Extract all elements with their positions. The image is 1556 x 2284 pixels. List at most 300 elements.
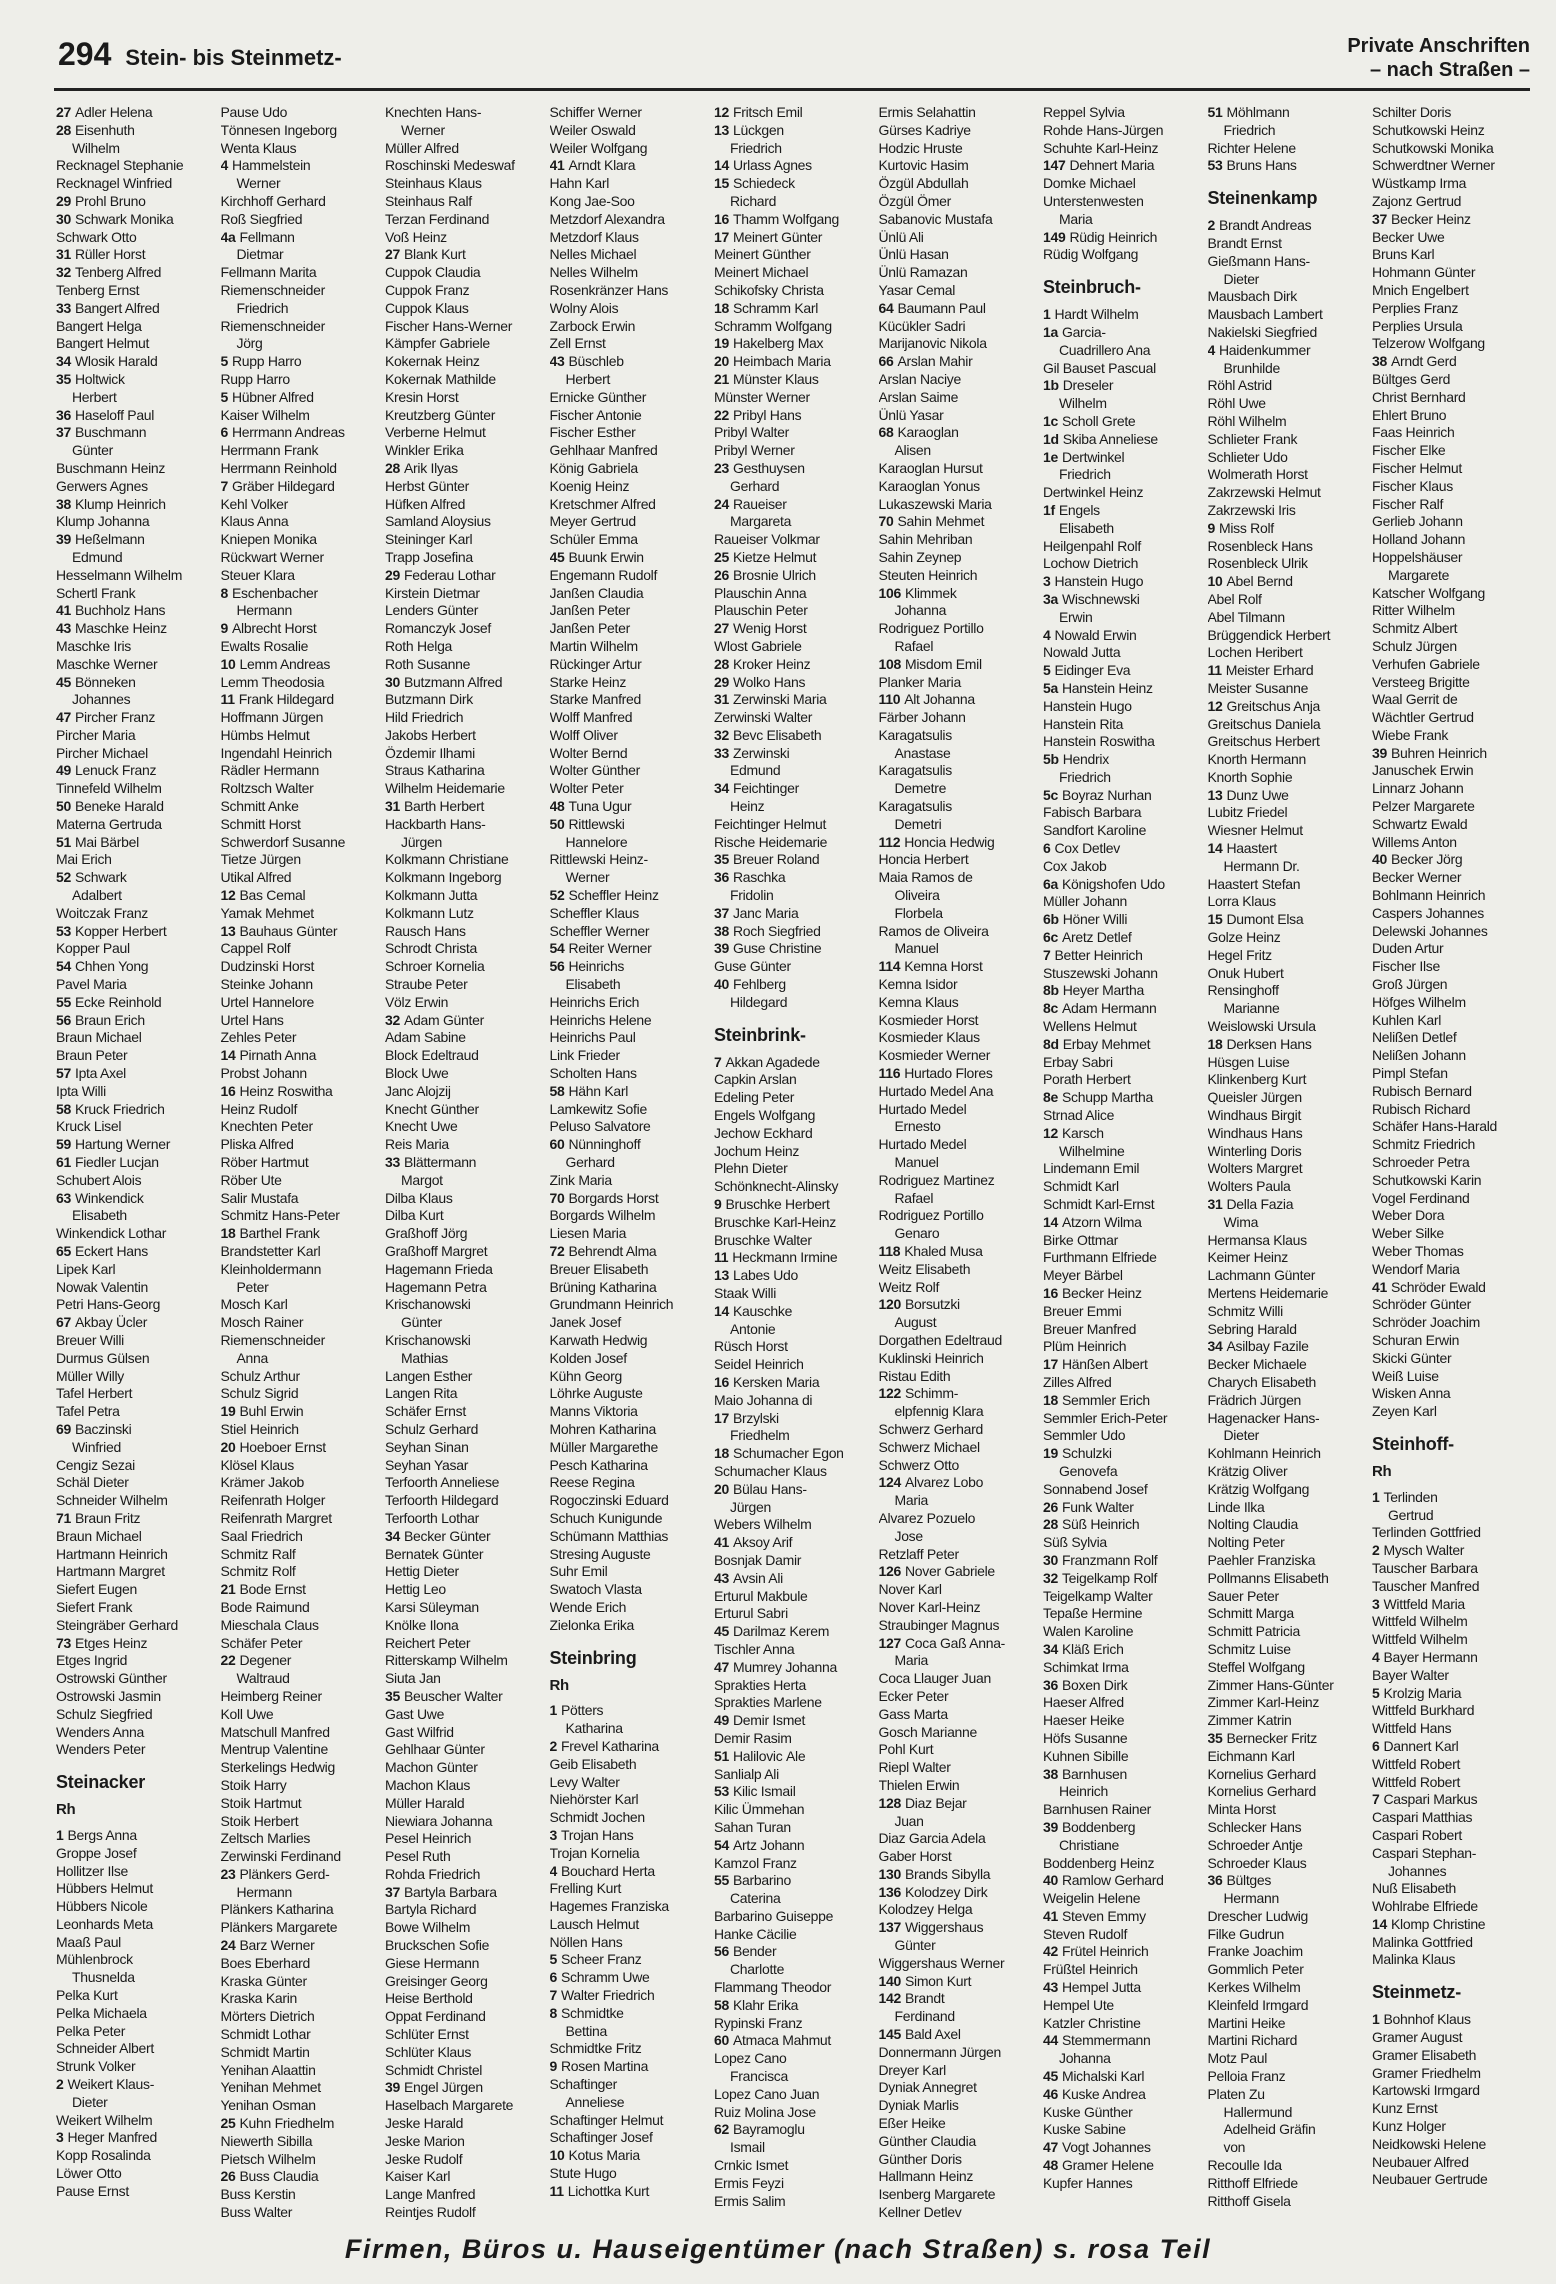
resident-name: Rädler Hermann	[220, 762, 320, 779]
directory-entry	[879, 1759, 1039, 1777]
resident-name: Coca Llauger Juan	[878, 1670, 991, 1687]
house-number: 68	[878, 424, 894, 441]
directory-entry	[1208, 1979, 1368, 1997]
directory-entry	[221, 1296, 381, 1314]
resident-name: Ristau Edith	[878, 1367, 951, 1384]
directory-entry	[1043, 769, 1203, 787]
resident-name: Mosch Rainer	[220, 1314, 304, 1331]
directory-entry	[550, 1845, 710, 1863]
directory-entry	[1208, 1961, 1368, 1979]
directory-entry	[56, 1863, 216, 1881]
resident-name: Straus Katharina	[385, 762, 485, 779]
resident-name: Langen Rita	[385, 1385, 458, 1402]
resident-name: Darilmaz Kerem	[732, 1623, 830, 1640]
resident-name: Werner	[236, 175, 281, 192]
directory-entry	[714, 460, 874, 478]
directory-entry	[714, 2121, 874, 2139]
resident-name: Capkin Arslan	[714, 1071, 797, 1088]
directory-entry	[1208, 591, 1368, 609]
house-number: 31	[714, 691, 729, 708]
resident-name: Durmus Gülsen	[56, 1349, 150, 1366]
resident-name: Schlieter Udo	[1207, 448, 1288, 465]
resident-name: Röhl Astrid	[1207, 377, 1272, 394]
directory-entry	[385, 1955, 545, 1973]
resident-name: Buunk Erwin	[568, 548, 644, 565]
resident-name: Schaftinger	[549, 2076, 618, 2093]
resident-name: Boddenberg Heinz	[1043, 1854, 1155, 1871]
directory-entry	[1208, 2032, 1368, 2050]
directory-entry	[879, 1581, 1039, 1599]
directory-entry	[714, 1766, 874, 1784]
house-number: 12	[714, 104, 729, 120]
house-number: 18	[714, 1445, 729, 1462]
directory-entry	[56, 1845, 216, 1863]
resident-name: Herrmann Andreas	[232, 424, 345, 441]
resident-name: Riemenschneider	[220, 281, 325, 298]
directory-entry	[1043, 1872, 1203, 1890]
house-number: 55	[56, 993, 71, 1010]
directory-entry	[56, 638, 216, 656]
directory-entry	[1372, 335, 1532, 353]
directory-entry	[879, 1083, 1039, 1101]
house-number: 32	[385, 1011, 400, 1028]
resident-name: Bültges	[1226, 1872, 1272, 1889]
resident-name: Hegel Fritz	[1207, 946, 1272, 963]
directory-entry	[56, 869, 216, 887]
house-number: 18	[1207, 1035, 1223, 1052]
directory-entry	[1208, 484, 1368, 502]
house-number: 28	[56, 121, 71, 138]
resident-name: Kehl Volker	[220, 495, 289, 512]
resident-name: Friedrich	[1059, 466, 1111, 483]
directory-entry	[550, 1047, 710, 1065]
resident-name: Koll Uwe	[220, 1705, 274, 1722]
house-number: 18	[714, 299, 729, 316]
directory-entry	[1043, 1054, 1203, 1072]
directory-entry	[714, 958, 874, 976]
resident-name: Ritthoff Gisela	[1207, 2192, 1291, 2209]
directory-entry	[56, 1368, 216, 1386]
directory-entry	[1043, 1338, 1203, 1356]
resident-name: Schroeder Antje	[1207, 1836, 1303, 1853]
house-number: 8b	[1043, 982, 1059, 999]
directory-entry	[1043, 733, 1203, 751]
resident-name: Rittlewski Heinz-	[549, 851, 648, 868]
resident-name: Windhaus Hans	[1207, 1124, 1303, 1141]
directory-entry	[56, 389, 216, 407]
directory-entry	[56, 709, 216, 727]
resident-name: Katzler Christine	[1043, 2014, 1141, 2031]
resident-name: Niehörster Karl	[549, 1791, 639, 1808]
directory-entry	[1043, 804, 1203, 822]
column-5	[714, 104, 874, 2224]
resident-name: Samland Aloysius	[385, 513, 491, 530]
directory-entry	[1372, 264, 1532, 282]
directory-entry	[550, 1617, 710, 1635]
resident-name: Wittfeld Robert	[1372, 1755, 1461, 1772]
directory-entry	[714, 1516, 874, 1534]
directory-entry	[56, 1101, 216, 1119]
house-number: 6	[549, 1969, 557, 1986]
resident-name: Yenihan Mehmet	[220, 2079, 321, 2096]
resident-name: Schroer Kornelia	[385, 958, 485, 975]
directory-entry	[714, 1890, 874, 1908]
resident-name: Wächtler Gertrud	[1372, 709, 1474, 726]
directory-entry	[550, 869, 710, 887]
directory-entry	[714, 335, 874, 353]
directory-entry	[879, 1350, 1039, 1368]
resident-name: Wenders Peter	[56, 1741, 146, 1758]
resident-name: Schramm Karl	[732, 299, 819, 316]
resident-name: Wellens Helmut	[1043, 1018, 1137, 1035]
directory-entry	[714, 531, 874, 549]
directory-entry	[385, 1225, 545, 1243]
house-number: 114	[878, 958, 901, 975]
directory-entry	[221, 1919, 381, 1937]
directory-entry	[714, 976, 874, 994]
resident-name: Gürses Kadriye	[878, 121, 971, 138]
resident-name: Skicki Günter	[1372, 1349, 1452, 1366]
resident-name: Becker Günter	[403, 1527, 491, 1544]
resident-name: Maschke Werner	[56, 655, 158, 672]
directory-entry	[221, 549, 381, 567]
directory-entry	[1208, 2068, 1368, 2086]
house-number: 52	[56, 869, 71, 886]
directory-entry	[1043, 822, 1203, 840]
resident-name: Derksen Hans	[1226, 1035, 1312, 1052]
directory-entry	[56, 1724, 216, 1742]
directory-entry	[1043, 1356, 1203, 1374]
resident-name: Reese Regina	[549, 1474, 635, 1491]
resident-name: Hagenacker Hans-	[1207, 1409, 1320, 1426]
resident-name: Erbay Sabri	[1043, 1053, 1113, 1070]
directory-entry	[714, 1926, 874, 1944]
directory-entry	[1372, 1314, 1532, 1332]
resident-name: Kuske Günther	[1043, 2103, 1133, 2120]
resident-name: Meyer Bärbel	[1043, 1267, 1123, 1284]
resident-name: Rosenkränzer Hans	[549, 281, 669, 298]
directory-entry	[1372, 318, 1532, 336]
resident-name: Hanke Cäcilie	[714, 1925, 797, 1942]
resident-name: Kopper Paul	[56, 940, 130, 957]
directory-entry	[550, 1863, 710, 1881]
directory-entry	[1043, 1694, 1203, 1712]
resident-name: Adelheid Gräfin	[1223, 2121, 1316, 2138]
resident-name: Boxen Dirk	[1061, 1676, 1128, 1693]
resident-name: Webers Wilhelm	[714, 1516, 812, 1533]
directory-entry	[221, 1207, 381, 1225]
resident-name: Schumacher Klaus	[714, 1462, 827, 1479]
directory-entry	[1043, 1623, 1203, 1641]
resident-name: Krischanowski	[385, 1331, 471, 1348]
directory-entry	[550, 140, 710, 158]
column-8	[1208, 104, 1368, 2224]
resident-name: Zeyen Karl	[1372, 1403, 1437, 1420]
directory-entry	[879, 193, 1039, 211]
resident-name: Grundmann Heinrich	[549, 1296, 674, 1313]
directory-entry	[56, 1207, 216, 1225]
resident-name: Asilbay Fazile	[1226, 1338, 1309, 1355]
resident-name: Gerhard	[565, 1154, 615, 1171]
resident-name: Adler Helena	[74, 104, 153, 120]
resident-name: Röber Ute	[220, 1171, 282, 1188]
directory-entry	[385, 780, 545, 798]
resident-name: Süß Heinrich	[1061, 1516, 1140, 1533]
resident-name: Wüstkamp Irma	[1372, 175, 1467, 192]
directory-entry	[56, 1083, 216, 1101]
directory-entry	[1372, 1350, 1532, 1368]
directory-entry	[714, 727, 874, 745]
directory-entry	[1208, 1374, 1368, 1392]
directory-entry	[1208, 1570, 1368, 1588]
resident-name: Kunz Ernst	[1372, 2100, 1438, 2117]
directory-entry	[1208, 342, 1368, 360]
resident-name: Plehn Dieter	[714, 1160, 788, 1177]
directory-entry	[1208, 1855, 1368, 1873]
directory-entry	[714, 407, 874, 425]
directory-entry	[221, 157, 381, 175]
resident-name: Fischer Hans-Werner	[385, 317, 513, 334]
directory-entry	[1208, 2175, 1368, 2193]
resident-name: Hüsgen Luise	[1207, 1053, 1290, 1070]
directory-entry	[1372, 157, 1532, 175]
directory-entry	[1372, 424, 1532, 442]
resident-name: Engemann Rudolf	[549, 566, 658, 583]
directory-entry	[385, 1368, 545, 1386]
house-number: 10	[549, 2147, 565, 2164]
directory-entry	[1208, 893, 1368, 911]
resident-name: Bowe Wilhelm	[385, 1919, 471, 1936]
directory-entry	[221, 1777, 381, 1795]
resident-name: Wenders Anna	[56, 1723, 144, 1740]
directory-entry	[221, 1225, 381, 1243]
house-number: 7	[714, 1053, 722, 1070]
directory-entry	[1208, 858, 1368, 876]
resident-name: Akbay Ücler	[74, 1314, 148, 1331]
directory-entry	[385, 1261, 545, 1279]
resident-name: Yenihan Alaattin	[220, 2061, 316, 2078]
directory-entry	[56, 1934, 216, 1952]
resident-name: Adam Günter	[403, 1011, 484, 1028]
directory-entry	[1208, 122, 1368, 140]
resident-name: Wittfeld Burkhard	[1372, 1702, 1475, 1719]
resident-name: Hallermund	[1223, 2103, 1293, 2120]
directory-entry	[879, 1688, 1039, 1706]
house-number: 118	[878, 1243, 901, 1259]
resident-name: Werner	[401, 121, 445, 138]
directory-entry	[56, 762, 216, 780]
directory-entry	[221, 1528, 381, 1546]
directory-entry	[56, 478, 216, 496]
resident-name: Eichmann Karl	[1207, 1747, 1295, 1764]
resident-name: Klaus Anna	[220, 513, 289, 530]
resident-name: Ipta Axel	[74, 1065, 126, 1082]
resident-name: Haidenkummer	[1219, 341, 1311, 358]
directory-entry	[1043, 1516, 1203, 1534]
resident-name: Braun Michael	[56, 1029, 142, 1046]
directory-entry	[385, 1599, 545, 1617]
directory-entry	[1208, 1089, 1368, 1107]
resident-name: Kokernak Heinz	[385, 353, 480, 370]
resident-name: Wolff Oliver	[549, 726, 618, 743]
resident-name: Siefert Eugen	[56, 1581, 137, 1598]
directory-entry	[550, 335, 710, 353]
directory-entry	[550, 1880, 710, 1898]
directory-entry	[1372, 140, 1532, 158]
resident-name: Strnad Alice	[1043, 1107, 1115, 1124]
resident-name: Friedrich	[1223, 121, 1276, 138]
directory-entry	[1043, 175, 1203, 193]
directory-entry	[714, 122, 874, 140]
resident-name: Cengiz Sezai	[56, 1456, 135, 1473]
directory-entry	[879, 1990, 1039, 2008]
directory-entry	[221, 1474, 381, 1492]
directory-entry	[550, 1581, 710, 1599]
resident-name: Bruns Hans	[1226, 157, 1297, 174]
resident-name: Alt Johanna	[904, 691, 975, 708]
house-number: 28	[385, 459, 400, 476]
directory-entry	[1043, 1552, 1203, 1570]
resident-name: Schäfer Ernst	[385, 1403, 466, 1420]
resident-name: Schmitz Willi	[1207, 1302, 1283, 1319]
directory-entry	[1208, 1356, 1368, 1374]
resident-name: Dannert Karl	[1383, 1737, 1459, 1754]
directory-entry	[1372, 994, 1532, 1012]
resident-name: Schiedeck	[732, 175, 795, 192]
resident-name: Fellmann Marita	[220, 264, 317, 281]
house-number: 26	[714, 566, 729, 583]
directory-entry	[1043, 502, 1203, 520]
directory-entry	[879, 496, 1039, 514]
directory-entry	[1372, 1332, 1532, 1350]
house-number: 12	[220, 887, 236, 904]
resident-name: Nowald Erwin	[1054, 626, 1137, 643]
resident-name: Degener	[239, 1652, 292, 1669]
directory-entry	[1208, 2157, 1368, 2175]
resident-name: Weber Dora	[1372, 1207, 1445, 1224]
resident-name: Pötters	[561, 1702, 604, 1719]
resident-name: Pesel Ruth	[385, 1848, 451, 1865]
resident-name: Zell Ernst	[549, 335, 606, 352]
directory-entry	[714, 104, 874, 122]
directory-entry	[221, 193, 381, 211]
resident-name: Karagatsulis	[878, 762, 952, 779]
resident-name: Kolodzey Dirk	[904, 1883, 988, 1900]
resident-name: Nover Karl	[878, 1581, 942, 1598]
resident-name: Wolter Peter	[549, 780, 624, 797]
directory-entry	[385, 602, 545, 620]
directory-entry	[714, 1463, 874, 1481]
house-number: 5a	[1043, 679, 1058, 696]
house-number: 35	[714, 851, 729, 868]
house-number: 29	[385, 566, 400, 583]
resident-name: Tinnefeld Wilhelm	[56, 780, 162, 797]
directory-entry	[1208, 2015, 1368, 2033]
directory-entry	[714, 1089, 874, 1107]
resident-name: Machon Klaus	[385, 1776, 471, 1793]
directory-entry	[385, 1741, 545, 1759]
resident-name: Etges Heinz	[74, 1634, 148, 1651]
resident-name: Anneliese	[565, 2093, 625, 2110]
directory-entry	[56, 1987, 216, 2005]
directory-entry	[714, 246, 874, 264]
directory-entry	[221, 1990, 381, 2008]
directory-entry	[221, 353, 381, 371]
directory-entry	[221, 531, 381, 549]
directory-entry	[714, 1410, 874, 1428]
resident-name: Eßer Heike	[878, 2115, 946, 2132]
resident-name: Ernicke Günther	[549, 388, 647, 405]
directory-entry	[714, 2068, 874, 2086]
resident-name: Christiane	[1059, 1836, 1120, 1853]
directory-entry	[879, 1492, 1039, 1510]
directory-entry	[56, 1403, 216, 1421]
resident-name: Lukaszewski Maria	[878, 495, 992, 512]
directory-entry	[221, 1563, 381, 1581]
directory-entry	[1372, 1791, 1532, 1809]
resident-name: Bruschke Karl-Heinz	[714, 1213, 836, 1230]
resident-name: Zerwinski	[732, 744, 790, 761]
directory-entry	[385, 1830, 545, 1848]
directory-entry	[1208, 1338, 1368, 1356]
directory-entry	[385, 1492, 545, 1510]
house-number: 147	[1043, 157, 1066, 174]
resident-name: Neidkowski Helene	[1372, 2135, 1486, 2152]
resident-name: Kunz Holger	[1372, 2118, 1446, 2135]
directory-entry	[714, 282, 874, 300]
directory-entry	[879, 1813, 1039, 1831]
directory-entry	[1372, 923, 1532, 941]
resident-name: Kersken Maria	[732, 1373, 820, 1390]
directory-entry	[221, 1243, 381, 1261]
resident-name: Drescher Ludwig	[1207, 1907, 1309, 1924]
directory-entry	[1043, 193, 1203, 211]
resident-name: Kolkmann Ingeborg	[385, 869, 502, 886]
directory-entry	[1372, 1916, 1532, 1934]
resident-name: Domke Michael	[1043, 175, 1136, 192]
directory-entry	[714, 1196, 874, 1214]
resident-name: Diaz Garcia Adela	[878, 1830, 986, 1847]
resident-name: Krätzig Wolfgang	[1207, 1480, 1310, 1497]
directory-entry	[385, 157, 545, 175]
directory-entry	[221, 585, 381, 603]
resident-name: Hermann	[236, 1883, 292, 1900]
directory-entry	[56, 1029, 216, 1047]
directory-entry	[1043, 1392, 1203, 1410]
resident-name: Nelles Michael	[549, 246, 637, 263]
resident-name: Jeske Marion	[385, 2132, 465, 2149]
resident-name: Siefert Frank	[56, 1598, 133, 1615]
resident-name: Wischnewski	[1061, 590, 1140, 607]
resident-name: Ritterskamp Wilhelm	[385, 1652, 508, 1669]
resident-name: Bartyla Richard	[385, 1901, 477, 1918]
resident-name: Karaoglan Hursut	[878, 459, 983, 476]
resident-name: Buschmann	[74, 424, 147, 441]
resident-name: Alvarez Lobo	[904, 1474, 984, 1491]
resident-name: Hoeboer Ernst	[239, 1438, 326, 1455]
resident-name: Johanna	[894, 602, 947, 619]
directory-entry	[550, 2094, 710, 2112]
directory-entry	[714, 709, 874, 727]
directory-entry	[1208, 271, 1368, 289]
resident-name: Sabanovic Mustafa	[878, 210, 993, 227]
directory-entry	[56, 656, 216, 674]
directory-entry	[714, 1321, 874, 1339]
column-3	[385, 104, 545, 2224]
resident-name: Kroker Heinz	[732, 655, 811, 672]
resident-name: Färber Johann	[878, 709, 966, 726]
resident-name: Janßen Claudia	[549, 584, 644, 601]
